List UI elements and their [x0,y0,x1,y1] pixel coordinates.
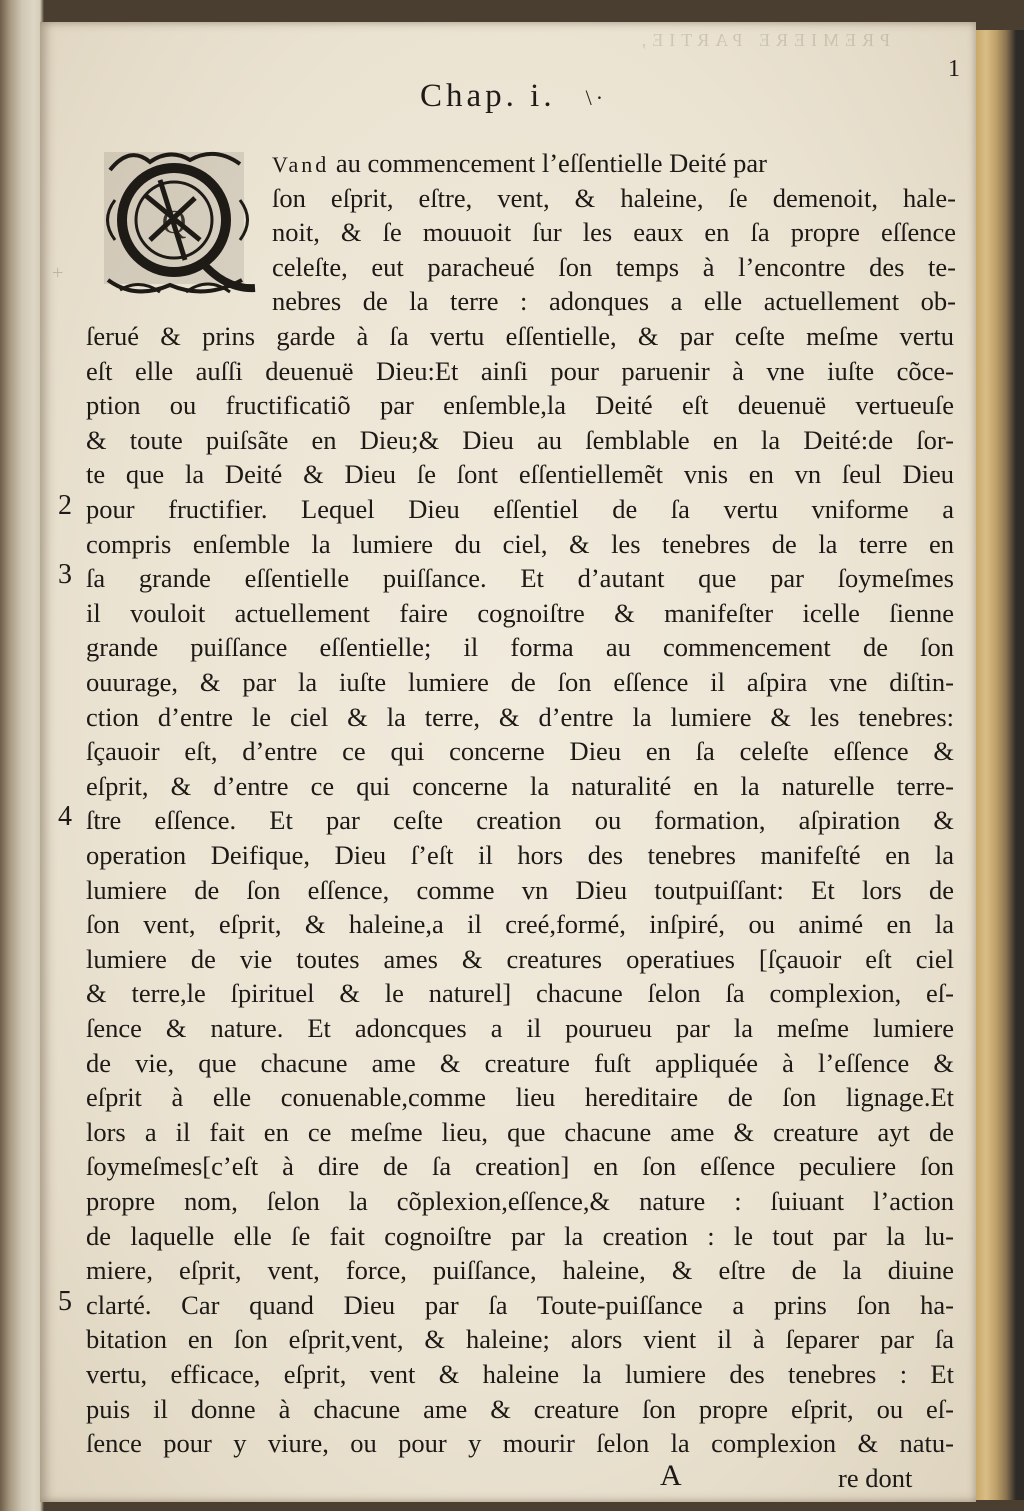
text-line: lors a il fait en ce meſme lieu, que chacune ame & creature ayt de [86,1116,954,1147]
opening-caps: Vand [272,152,330,177]
text-line: vertu, efficace, eſprit, vent & haleine la lumiere des tenebres : Et [86,1359,954,1389]
initial-letter: Q [161,204,187,241]
chapter-title: Chap. i. [420,78,556,114]
text-line: & terre,le ſpirituel & le naturel] chacune ſelon ſa complexion, eſ- [86,978,954,1009]
catchword: re dont [838,1462,913,1493]
bleed-through-text: PREMIERE PARTIE, [635,30,890,50]
text-line: puis il donne à chacune ame & creature ſon propre eſprit, ou eſ- [86,1393,954,1424]
text-line: ouurage, & par la iuſte lumiere de ſon eſſence il aſpira vne diſtin- [86,667,954,697]
text-line: & toute puiſsãte en Dieu;& Dieu au ſemblable en la Deité:de ſor- [86,424,954,455]
text-line: ſoymeſmes[c’eſt à dire de ſa creation] en ſon eſſence peculiere ſon [86,1151,954,1182]
text-line: ſence & nature. Et adoncques a il pourueu par la meſme lumiere [86,1013,954,1043]
margin-number: 2 [58,490,72,521]
chapter-header [420,78,607,115]
text-line: de laquelle elle ſe fait cognoiſtre par la creation : le tout par la lu- [86,1220,954,1251]
text-line: propre nom, ſelon la cõplexion,eſſence,& nature : ſuiuant l’action [86,1186,954,1216]
page-number: 1 [948,56,960,82]
text-line: ption ou fructificatiõ par enſemble,la Deité eſt deuenuë vertueuſe [86,390,954,421]
text-line: ſon eſprit, eſtre, vent, & haleine, ſe demenoit, hale- [272,182,956,213]
text-line: nebres de la terre : adonques a elle actuellement ob- [272,286,956,317]
text-line: ction d’entre le ciel & la terre, & d’entre la lumiere & les tenebres: [86,701,954,732]
page-edge-gilt [976,30,1024,1500]
text-line: compris enſemble la lumiere du ciel, & les tenebres de la terre en [86,528,954,559]
text-line: te que la Deité & Dieu ſe ſont eſſentiellemẽt vnis en vn ſeul Dieu [86,459,954,490]
text-line: ſon vent, eſprit, & haleine,a il creé,formé, inſpiré, ou animé en la [86,909,954,940]
text-line: de vie, que chacune ame & creature fuſt appliquée à l’eſſence & [86,1047,954,1078]
text-line: clarté. Car quand Dieu par ſa Toute-puiſſance a prins ſon ha- [86,1289,954,1320]
text-line: ſa grande eſſentielle puiſſance. Et d’autant que par ſoymeſmes [86,563,954,594]
text-line: il vouloit actuellement faire cognoiſtre & manifeſter icelle ſienne [86,597,954,628]
margin-number: 4 [58,801,72,833]
text-line: ſtre eſſence. Et par ceſte creation ou formation, aſpiration & [86,805,954,836]
margin-number: 3 [58,559,72,591]
text-line: eſt elle auſſi deuenuë Dieu:Et ainſi pour paruenir à vne iuſte cõce- [86,355,954,386]
text-line: lumiere de ſon eſſence, comme vn Dieu toutpuiſſant: Et lors de [86,874,954,905]
signature-mark: A [660,1458,682,1492]
text-line: ſence pour y viure, ou pour y mourir ſelon la complexion & natu- [86,1428,954,1459]
text-line: bitation en ſon eſprit,vent, & haleine; alors vient il à ſeparer par ſa [86,1324,954,1355]
decorated-initial-q-icon [90,140,260,305]
text-line: eſprit à elle conuenable,comme lieu hereditaire de ſon lignage.Et [86,1082,954,1113]
text-line: eſprit, & d’entre ce qui concerne la naturalité en la naturelle terre- [86,770,954,801]
text-line: miere, eſprit, vent, force, puiſſance, haleine, & eſtre de la diuine [86,1255,954,1286]
margin-faint-mark: + [52,262,64,284]
text-line: operation Deifique, Dieu ſ’eſt il hors des tenebres manifeſté en la [86,840,954,870]
margin-number: 5 [58,1285,72,1317]
text-line: pour fructifier. Lequel Dieu eſſentiel de ſa vertu vniforme a [86,494,954,524]
text-line: noit, & ſe mouuoit ſur les eaux en ſa propre eſſence [272,217,956,248]
text-line: lumiere de vie toutes ames & creatures operatiues [ſçauoir eſt ciel [86,943,954,974]
text-line: ſçauoir eſt, d’entre ce qui concerne Dieu en ſa celeſte eſſence & [86,736,954,767]
text-line: ſerué & prins garde à ſa vertu eſſentielle, & par ceſte meſme vertu [86,321,954,351]
header-mark: \· [585,85,608,111]
text-line: Vand au commencement l’eſſentielle Deité par [272,148,767,178]
text-line: celeſte, eut paracheué ſon temps à l’encontre des te- [272,251,956,282]
text-line: grande puiſſance eſſentielle; il forma au commencement de ſon [86,632,954,663]
